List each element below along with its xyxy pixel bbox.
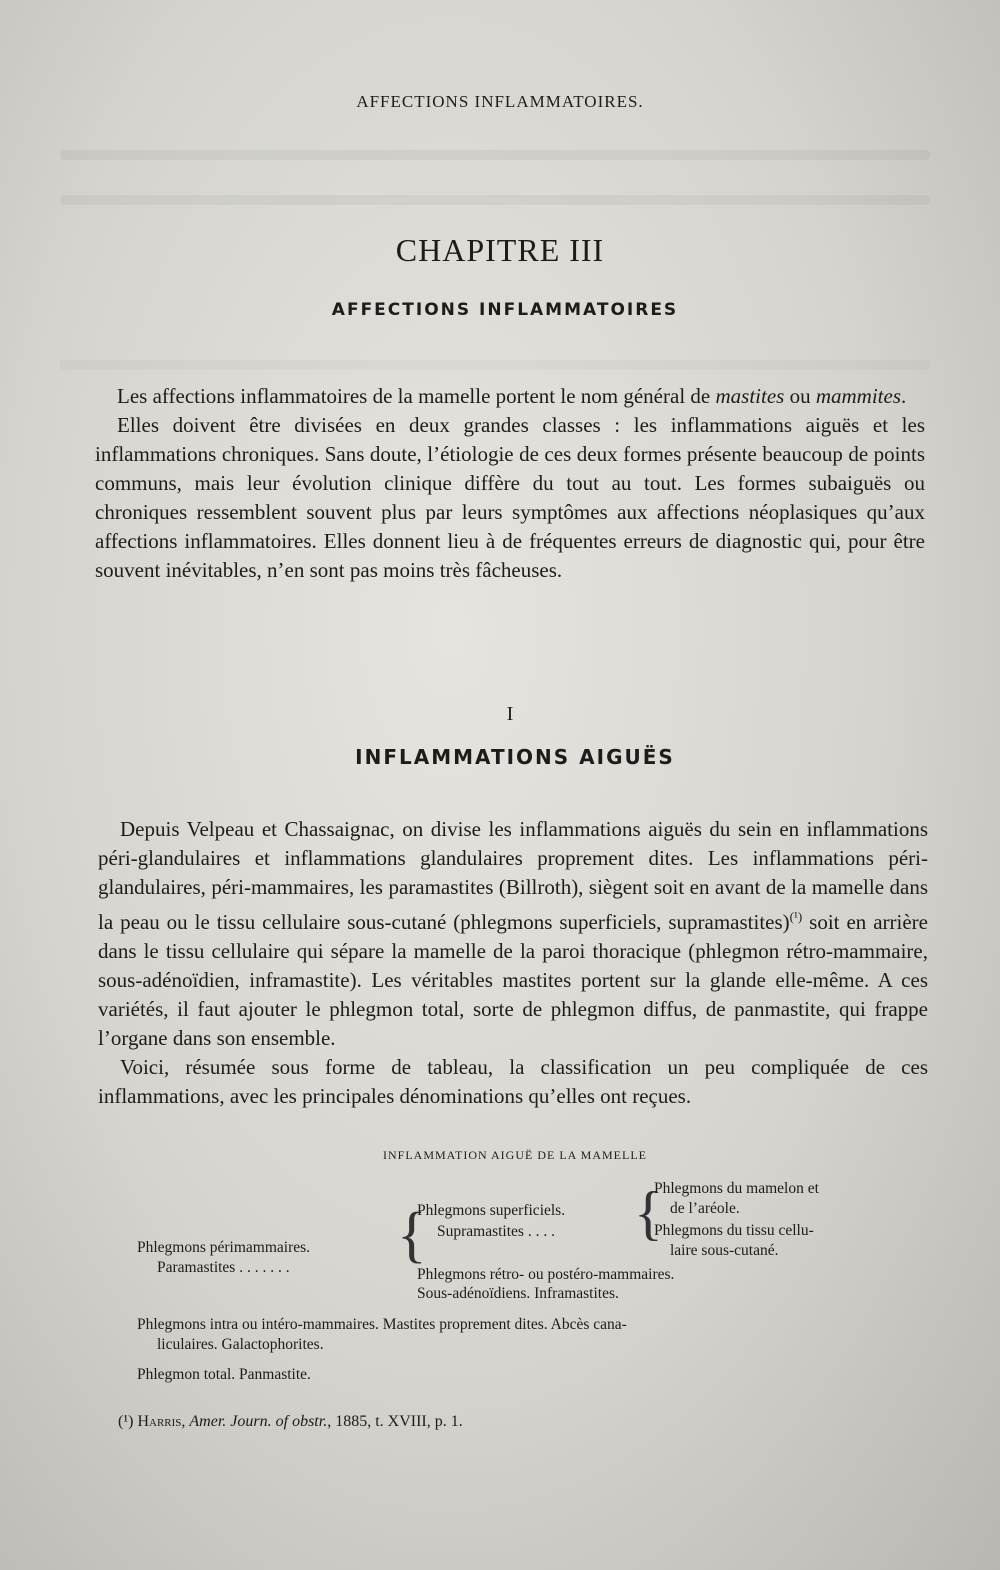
text-span: soit en arrière dans le tissu cellulaire qui sépare la mamelle de la paroi thoracique (phlegmon rétro-mammaire, sous-adénoïdien, inframastite). Les véritables mastites portent sur la glande elle-même. A ces variétés, il faut ajouter le phlegmon total, sorte de phlegmon diffus, de panmastite, qui frappe l’organe dans son ensemble. <box>98 910 928 1050</box>
brace-glyph: { <box>397 1201 427 1269</box>
class-leaf-a-line-1: Phlegmons du mamelon et <box>654 1180 819 1197</box>
text-span: . <box>901 384 907 408</box>
footnote-journal: Amer. Journ. of obstr. <box>189 1413 328 1430</box>
italic-term: mastites <box>715 384 785 408</box>
footnote-mark: (¹) <box>118 1413 134 1430</box>
bleed-through-mark <box>60 150 930 160</box>
running-head: AFFECTIONS INFLAMMATOIRES. <box>356 92 644 111</box>
italic-term: mammites <box>815 384 901 408</box>
class-root-line-1: Phlegmons périmammaires. <box>137 1239 311 1256</box>
footnote-author: Harris <box>137 1413 182 1430</box>
class-intra-line-1: Phlegmons intra ou intéro-mammaires. Mastites proprement dites. Abcès cana- <box>137 1316 627 1333</box>
class-superficial-line-1: Phlegmons superficiels. <box>417 1202 566 1219</box>
section-number: I <box>506 703 514 725</box>
text-span: Depuis Velpeau et Chassaignac, on divise les inflammations aiguës du sein en inflammations péri-glandulaires et inflammations glandulaires proprement dites. Les inflammations péri-glandulaires, péri-mammaires, les paramastites (Billroth), siègent soit en avant de la mamelle dans la peau ou le tissu cellulaire sous-cutané (phlegmons superficiels, supramastites) <box>98 817 928 934</box>
section-text <box>98 815 928 1111</box>
footnote-reference-text: , 1885, t. XVIII, p. 1. <box>327 1413 463 1430</box>
brace-glyph: { <box>634 1180 663 1246</box>
class-leaf-a-line-2: de l’aréole. <box>670 1200 740 1217</box>
class-retro-line-2: Sous-adénoïdiens. Inframastites. <box>417 1285 619 1302</box>
bleed-through-mark <box>60 360 930 370</box>
footnote-reference[interactable]: (¹) <box>789 909 803 924</box>
section-paragraph-1 <box>98 815 928 1053</box>
classification-caption: INFLAMMATION AIGUË DE LA MAMELLE <box>383 1148 647 1162</box>
intro-text <box>95 382 925 585</box>
chapter-title: AFFECTIONS INFLAMMATOIRES <box>331 300 679 320</box>
bleed-through-mark <box>60 195 930 205</box>
text-span: ou <box>784 384 816 408</box>
section-title: INFLAMMATIONS AIGUËS <box>355 745 675 769</box>
intro-paragraph-2: Elles doivent être divisées en deux grandes classes : les inflammations aiguës et les inflammations chroniques. Sans doute, l’étiologie de ces deux formes présente beaucoup de points communs, mais leur évolution clinique diffère du tout au tout. Les formes subaiguës ou chroniques ressemblent souvent plus par leurs symptômes aux affections néoplasiques qu’aux affections inflammatoires. Elles donnent lieu à de fréquentes erreurs de diagnostic qui, pour être souvent inévitables, n’en sont pas moins très fâcheuses. <box>95 413 925 582</box>
class-leaf-b-line-1: Phlegmons du tissu cellu- <box>654 1222 814 1239</box>
text-span: Les affections inflammatoires de la mamelle portent le nom général de <box>117 384 716 408</box>
class-superficial-line-2: Supramastites . . . . <box>437 1223 555 1240</box>
class-total: Phlegmon total. Panmastite. <box>137 1366 311 1383</box>
class-leaf-b-line-2: laire sous-cutané. <box>670 1242 779 1259</box>
section-paragraph-2: Voici, résumée sous forme de tableau, la classification un peu compliquée de ces inflammations, avec les principales dénominations qu’elles ont reçues. <box>98 1055 928 1108</box>
class-root-line-2: Paramastites . . . . . . . <box>157 1259 290 1276</box>
footnote: (¹) Harris, Amer. Journ. of obstr., 1885, t. XVIII, p. 1. <box>118 1413 463 1430</box>
class-intra-line-2: liculaires. Galactophorites. <box>157 1336 324 1353</box>
intro-paragraph-1 <box>95 382 925 411</box>
chapter-number: CHAPITRE III <box>395 232 605 268</box>
class-retro-line-1: Phlegmons rétro- ou postéro-mammaires. <box>417 1266 675 1283</box>
